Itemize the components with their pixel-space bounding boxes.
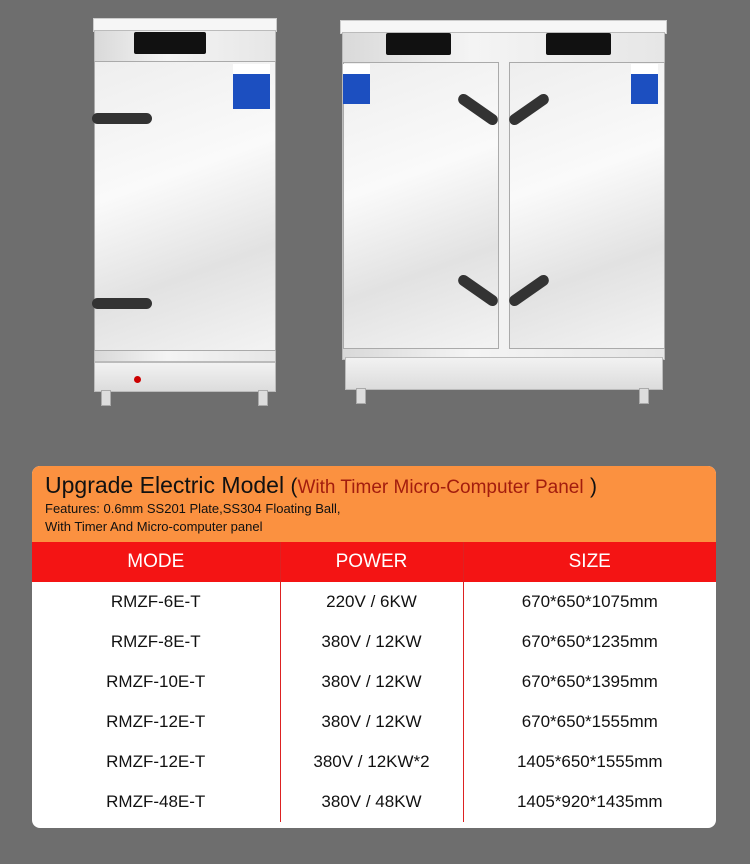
spec-label [233, 64, 270, 109]
cell-mode: RMZF-12E-T [106, 712, 206, 731]
control-panel [134, 32, 206, 54]
features-line: With Timer And Micro-computer panel [45, 519, 263, 534]
cell-mode: RMZF-8E-T [110, 632, 201, 651]
spec-title [45, 472, 716, 499]
subtitle-text: With Timer Micro-Computer Panel [297, 477, 584, 498]
cell-power: 380V / 12KW [280, 622, 463, 662]
column-header-power: POWER [280, 542, 463, 582]
table-row [32, 742, 716, 782]
door-handle [92, 113, 152, 124]
leg [101, 390, 111, 406]
power-indicator-icon [134, 376, 141, 383]
spec-table [32, 542, 716, 822]
spec-label [343, 64, 370, 104]
cell-mode: RMZF-48E-T [106, 792, 206, 811]
table-row [32, 782, 716, 822]
cell-size: 670*650*1235mm [463, 622, 716, 662]
table-row [32, 662, 716, 702]
paren: ) [589, 475, 597, 498]
leg [258, 390, 268, 406]
table-row [32, 702, 716, 742]
control-panel [546, 33, 611, 55]
spec-card [32, 466, 716, 828]
spec-header [32, 466, 716, 542]
features-line: Features: 0.6mm SS201 Plate,SS304 Floating Ball, [45, 501, 341, 516]
cell-size: 1405*920*1435mm [463, 782, 716, 822]
control-panel [386, 33, 451, 55]
cell-size: 670*650*1075mm [463, 582, 716, 622]
leg [356, 388, 366, 404]
cell-power: 220V / 6KW [280, 582, 463, 622]
column-header-size: SIZE [463, 542, 716, 582]
cell-size: 670*650*1395mm [463, 662, 716, 702]
cell-size: 1405*650*1555mm [463, 742, 716, 782]
cabinet-base [345, 357, 663, 390]
cell-mode: RMZF-12E-T [106, 752, 206, 771]
spec-label [631, 64, 658, 104]
cell-power: 380V / 48KW [280, 782, 463, 822]
cell-mode: RMZF-6E-T [110, 592, 201, 611]
table-row [32, 622, 716, 662]
leg [639, 388, 649, 404]
cell-size: 670*650*1555mm [463, 702, 716, 742]
title-text: Upgrade Electric Model [45, 472, 285, 498]
cell-power: 380V / 12KW [280, 662, 463, 702]
cabinet-base [94, 362, 276, 392]
door-handle [92, 298, 152, 309]
column-header-mode: MODE [32, 542, 280, 582]
table-row [32, 582, 716, 622]
cell-mode: RMZF-10E-T [106, 672, 206, 691]
cell-power: 380V / 12KW [280, 702, 463, 742]
cell-power: 380V / 12KW*2 [280, 742, 463, 782]
paren: ( [290, 475, 298, 498]
